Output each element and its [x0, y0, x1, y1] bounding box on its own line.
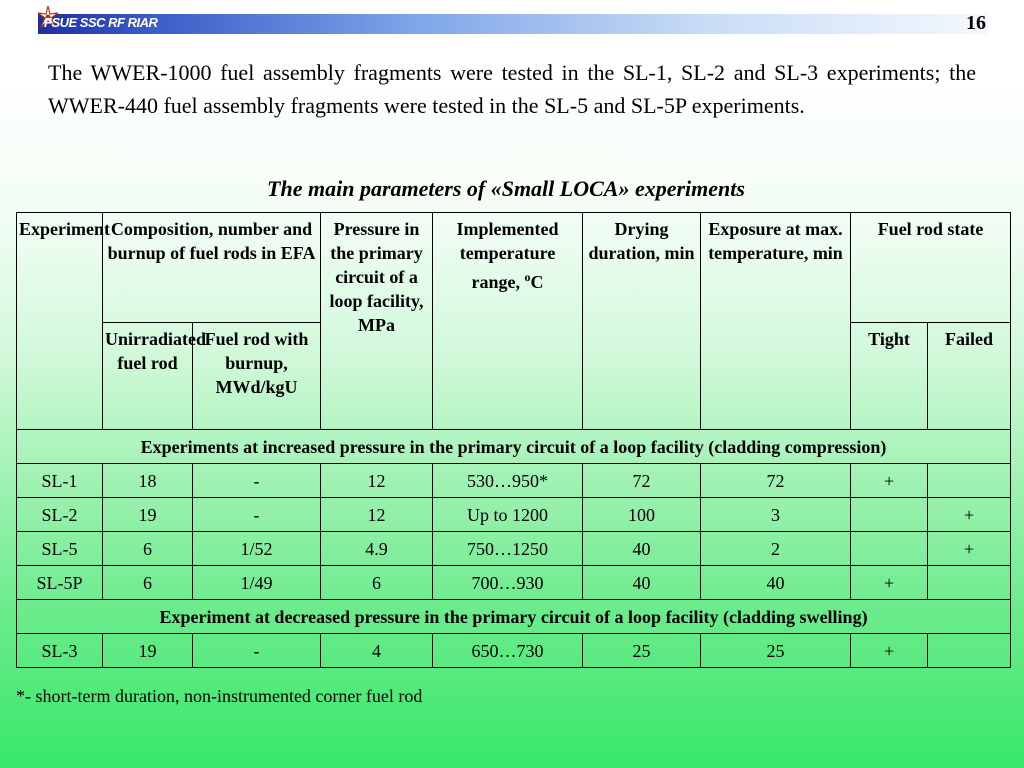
col-header-temperature: Implemented temperature range, $^o$C [433, 213, 583, 430]
cell-pressure: 12 [321, 464, 433, 498]
cell-unirr: 6 [103, 532, 193, 566]
col-header-failed: Failed [928, 323, 1011, 430]
cell-drying: 25 [583, 634, 701, 668]
intro-paragraph: The WWER-1000 fuel assembly fragments were tested in the SL-1, SL-2 and SL-3 experiments; the WWER-440 fuel assembly fragments were tested in the SL-5 and SL-5P experiments. [48, 60, 976, 118]
cell-exp: SL-1 [17, 464, 103, 498]
cell-unirr: 18 [103, 464, 193, 498]
section-increased-pressure: Experiments at increased pressure in the primary circuit of a loop facility (cladding compression) [17, 430, 1011, 464]
cell-pressure: 6 [321, 566, 433, 600]
table-row [17, 566, 1011, 600]
cell-drying: 40 [583, 532, 701, 566]
cell-temp: Up to 1200 [433, 498, 583, 532]
cell-temp: 700…930 [433, 566, 583, 600]
org-name: FSUE SSC RF RIAR [44, 15, 158, 30]
col-header-drying: Drying duration, min [583, 213, 701, 430]
cell-exp: SL-3 [17, 634, 103, 668]
cell-failed [928, 634, 1011, 668]
cell-temp: 650…730 [433, 634, 583, 668]
header-bar [38, 14, 988, 34]
cell-unirr: 19 [103, 498, 193, 532]
cell-exposure: 40 [701, 566, 851, 600]
cell-burnup: 1/52 [193, 532, 321, 566]
col-header-exposure: Exposure at max. temperature, min [701, 213, 851, 430]
cell-burnup: - [193, 464, 321, 498]
cell-unirr: 19 [103, 634, 193, 668]
cell-exposure: 3 [701, 498, 851, 532]
cell-failed: + [928, 532, 1011, 566]
cell-tight: + [851, 566, 928, 600]
cell-burnup: - [193, 634, 321, 668]
table-row [17, 634, 1011, 668]
cell-temp: 530…950* [433, 464, 583, 498]
cell-drying: 100 [583, 498, 701, 532]
col-header-pressure: Pressure in the primary circuit of a loop facility, MPa [321, 213, 433, 430]
col-header-experiment: Experiment [17, 213, 103, 430]
cell-pressure: 4.9 [321, 532, 433, 566]
cell-failed [928, 464, 1011, 498]
cell-drying: 40 [583, 566, 701, 600]
footnote: *- short-term duration, non-instrumented corner fuel rod [16, 686, 423, 706]
cell-tight [851, 498, 928, 532]
cell-exposure: 25 [701, 634, 851, 668]
cell-pressure: 4 [321, 634, 433, 668]
cell-tight: + [851, 634, 928, 668]
cell-pressure: 12 [321, 498, 433, 532]
cell-drying: 72 [583, 464, 701, 498]
page-number: 16 [966, 12, 986, 34]
cell-exp: SL-5P [17, 566, 103, 600]
table-row [17, 464, 1011, 498]
cell-exposure: 72 [701, 464, 851, 498]
cell-unirr: 6 [103, 566, 193, 600]
section-decreased-pressure: Experiment at decreased pressure in the primary circuit of a loop facility (cladding swelling) [17, 600, 1011, 634]
table-row [17, 532, 1011, 566]
cell-temp: 750…1250 [433, 532, 583, 566]
cell-exp: SL-2 [17, 498, 103, 532]
table-row [17, 498, 1011, 532]
parameters-table [16, 212, 1011, 668]
col-header-unirradiated: Unirradiated fuel rod [103, 323, 193, 430]
cell-burnup: - [193, 498, 321, 532]
col-header-burnup: Fuel rod with burnup, MWd/kgU [193, 323, 321, 430]
cell-failed [928, 566, 1011, 600]
cell-burnup: 1/49 [193, 566, 321, 600]
table-title: The main parameters of «Small LOCA» experiments [267, 176, 745, 201]
cell-exposure: 2 [701, 532, 851, 566]
col-header-composition: Composition, number and burnup of fuel rods in EFA [103, 213, 321, 323]
col-header-tight: Tight [851, 323, 928, 430]
cell-tight [851, 532, 928, 566]
cell-exp: SL-5 [17, 532, 103, 566]
cell-failed: + [928, 498, 1011, 532]
col-header-fuel-state: Fuel rod state [851, 213, 1011, 323]
cell-tight: + [851, 464, 928, 498]
